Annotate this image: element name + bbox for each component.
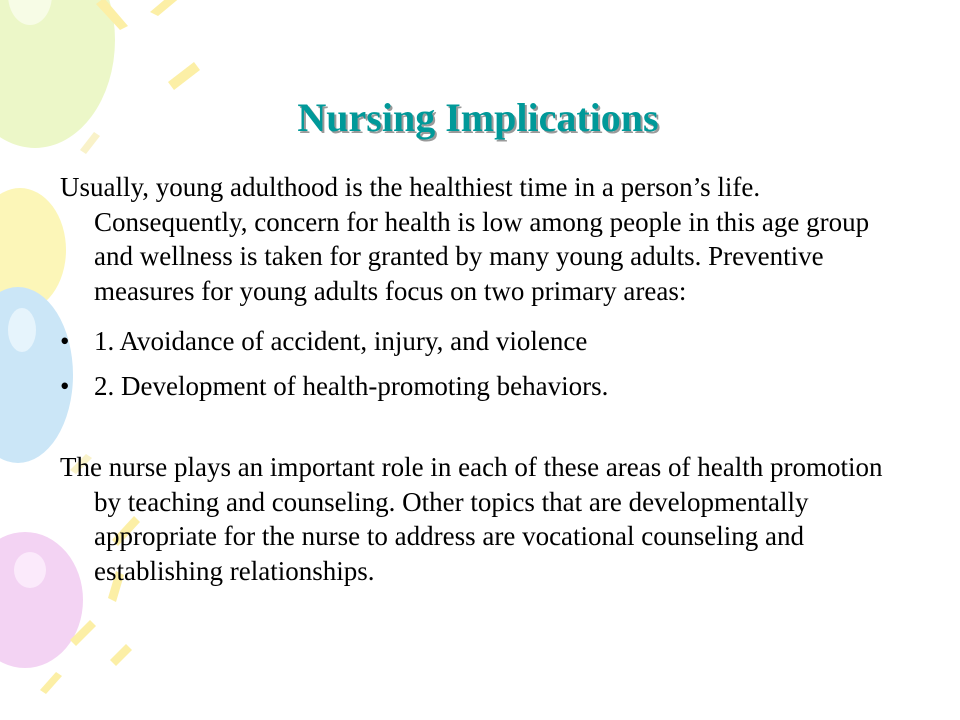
balloon-highlight [14,552,46,588]
bullet-item [60,369,912,404]
bullet-text: 1. Avoidance of accident, injury, and violence [94,326,588,356]
closing-paragraph: The nurse plays an important role in each of these areas of health promotion by teaching and counseling. Other topics that are developmentally appropriate for the nurse to address are vocational counseling and establishing relationships. [60,452,883,586]
slide-title: Nursing Implications [297,95,659,140]
bullet-list [60,324,912,403]
bullet-item [60,324,912,359]
slide-body [60,170,912,588]
bullet-dot-icon: • [60,326,70,356]
intro-paragraph: Usually, young adulthood is the healthiest time in a person’s life. Consequently, concern for health is low among people in this age group and wellness is taken for granted by many young adults. Preventive measures for young adults focus on two primary areas: [60,172,870,306]
bullet-text: 2. Development of health-promoting behaviors. [94,370,609,401]
spacer [60,413,912,450]
balloon-highlight [8,308,36,352]
bullet-dot-icon: • [60,370,70,401]
